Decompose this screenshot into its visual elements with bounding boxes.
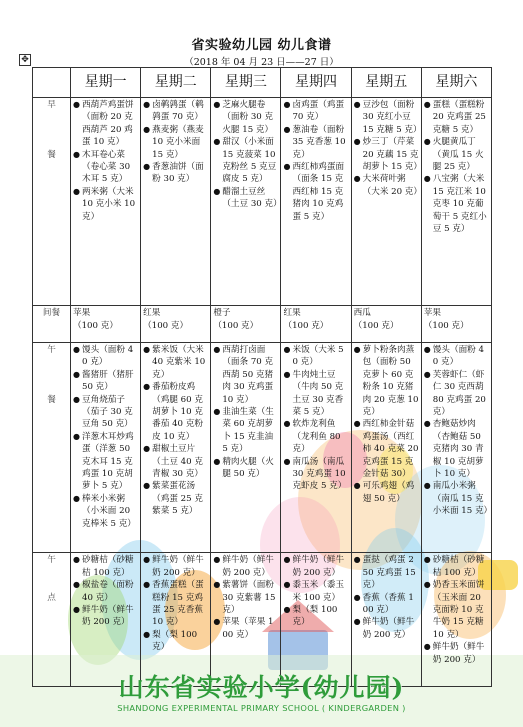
dish-list	[213, 99, 282, 211]
dish-list	[283, 554, 348, 628]
dish-item: ● 馒头（面粉 40 克）	[73, 344, 138, 369]
dish-item: ● 韭油生菜（生菜 60 克胡萝卜 15 克韭油 5 克）	[213, 406, 278, 456]
dish-item: ● 番茄粉皮鸡（鸡腿 60 克胡萝卜 10 克番茄 40 克粉皮 10 克）	[143, 381, 208, 443]
dish-item: ● 砂糖桔（砂糖桔 100 克）	[424, 554, 489, 579]
dish-list	[424, 554, 489, 666]
school-banner	[0, 668, 523, 713]
dish-list	[143, 554, 208, 653]
dish-item: ● 西红柿金针菇鸡蛋汤（西红柿 40 克菜 20 克鸡蛋 15 克金针菇 30）	[354, 418, 419, 480]
menu-cell	[421, 342, 491, 553]
dish-list	[73, 99, 138, 223]
dish-list	[73, 554, 138, 628]
school-name-en: SHANDONG EXPERIMENTAL PRIMARY SCHOOL ( KINDERGARDEN )	[117, 703, 406, 713]
dish-item: ● 卤鸡蛋（鸡蛋 70 克）	[283, 99, 348, 124]
snack-cell: 红果 （100 克）	[141, 306, 211, 342]
dish-item: ● 西红柿鸡蛋面（面条 15 克西红柿 15 克猪肉 10 克鸡蛋 5 克）	[283, 161, 348, 223]
day-header: 星期三	[211, 68, 281, 98]
dish-item: ● 梨（梨 100 克）	[283, 604, 348, 629]
dish-item: ● 蛋糕（蛋糕粉 20 克鸡蛋 25 克糖 5 克）	[424, 99, 489, 136]
dish-item: ● 芙蓉虾仁（虾仁 30 克西葫 80 克鸡蛋 20 克）	[424, 369, 489, 419]
menu-cell	[281, 98, 351, 306]
dish-item: ● 香蕉（香蕉 100 克）	[354, 592, 419, 617]
table-move-handle-icon[interactable]: ✥	[19, 54, 31, 66]
dish-item: ● 鲜牛奶（鲜牛奶 200 克）	[283, 554, 348, 579]
dish-item: ● 木耳卷心菜（卷心菜 30 木耳 5 克）	[73, 149, 138, 186]
dish-item: ● 豆角烧茄子（茄子 30 克豆角 50 克）	[73, 394, 138, 431]
dish-item: ● 南瓜小米粥（南瓜 15 克小米面 15 克）	[424, 480, 489, 517]
dish-item: ● 软炸龙利鱼（龙利鱼 80 克）	[283, 418, 348, 455]
weekday-header-row	[33, 68, 492, 98]
dish-item: ● 西葫芦鸡蛋饼（面粉 20 克西葫芦 20 鸡蛋 10 克）	[73, 99, 138, 149]
dish-item: ● 鲜牛奶（鲜牛奶 200 克）	[143, 554, 208, 579]
dish-list	[354, 554, 419, 641]
menu-cell	[71, 342, 141, 553]
meal-label: 早 餐	[33, 98, 71, 306]
dish-item: ● 可乐鸡翅（鸡翅 50 克）	[354, 480, 419, 505]
afternoon-snack-row	[33, 553, 492, 687]
dish-item: ● 蛋挞（鸡蛋 250 克鸡蛋 15 克）	[354, 554, 419, 591]
dish-item: ● 鲜牛奶（鲜牛奶 200 克）	[213, 554, 278, 579]
menu-cell	[71, 553, 141, 687]
menu-table	[32, 67, 492, 687]
dish-item: ● 椒盐卷（面粉 40 克）	[73, 579, 138, 604]
dish-item: ● 紫米饭（大米 40 克紫米 10 克）	[143, 344, 208, 381]
dish-item: ● 萝卜粉条肉蒸包（面粉 50 克萝卜 60 克粉条 10 克猪肉 20 克葱 10 克）	[354, 344, 419, 418]
dish-item: ● 酱猪肝（猪肝 50 克）	[73, 369, 138, 394]
snack-row	[33, 306, 492, 342]
menu-cell	[421, 553, 491, 687]
date-range: （2018 年 04 月 23 日——27 日）	[184, 57, 339, 68]
dish-item: ● 两米粥（大米 10 克小米 10 克）	[73, 186, 138, 223]
dish-item: ● 紫菜蛋花汤（鸡蛋 25 克紫菜 5 克）	[143, 480, 208, 517]
meal-label: 午 餐	[33, 342, 71, 553]
snack-cell: 橙子 （100 克）	[211, 306, 281, 342]
dish-list	[424, 344, 493, 518]
meal-label: 午 点	[33, 553, 71, 687]
dish-item: ● 鲜牛奶（鲜牛奶 200 克）	[73, 604, 138, 629]
dish-list	[143, 344, 208, 518]
dish-item: ● 紫薯饼（面粉 30 克紫薯 15 克）	[213, 579, 278, 616]
day-header: 星期二	[141, 68, 211, 98]
menu-cell	[71, 98, 141, 306]
dish-item: ● 黍玉米（黍玉米 100 克）	[283, 579, 348, 604]
dish-item: ● 鲜牛奶（鲜牛奶 200 克）	[424, 641, 489, 666]
dish-item: ● 八宝粥（大米 15 克江米 10 克枣 10 克葡萄干 5 克红小豆 5 克）	[424, 173, 489, 235]
dish-item: ● 炒三丁（芹菜 20 克藕 15 克胡萝卜 15 克）	[354, 136, 419, 173]
dish-list	[424, 99, 489, 235]
menu-cell	[211, 342, 281, 553]
dish-item: ● 香葱油饼（面粉 30 克）	[143, 161, 208, 186]
dish-list	[73, 344, 138, 530]
dish-item: ● 芝麻火腿卷（面粉 30 克火腿 15 克）	[213, 99, 278, 136]
menu-cell	[351, 98, 421, 306]
dish-item: ● 馒头（面粉 40 克）	[424, 344, 489, 369]
dish-list	[213, 554, 278, 641]
menu-cell	[351, 553, 421, 687]
dish-item: ● 卤鹌鹑蛋（鹌鹑蛋 70 克）	[143, 99, 208, 124]
page-title: 省实验幼儿园 幼儿食谱	[191, 38, 332, 53]
dish-list	[354, 99, 422, 198]
snack-cell: 西瓜 （100 克）	[351, 306, 421, 342]
school-name-cn: 山东省实验小学(幼儿园)	[118, 673, 405, 702]
dish-item: ● 鲜牛奶（鲜牛奶 200 克）	[354, 616, 419, 641]
day-header: 星期六	[421, 68, 491, 98]
dish-item: ● 南瓜汤（南瓜 30 克鸡蛋 10 克虾皮 5 克）	[283, 456, 348, 493]
day-header: 星期五	[351, 68, 421, 98]
snack-cell: 苹果 （100 克）	[71, 306, 141, 342]
dish-item: ● 梨（梨 100 克）	[143, 629, 208, 654]
menu-cell	[211, 553, 281, 687]
dish-item: ● 棒米小米粥（小米面 20 克棒米 5 克）	[73, 493, 138, 530]
menu-cell	[141, 342, 211, 553]
dish-list	[143, 99, 208, 186]
dish-item: ● 葱油卷（面粉 35 克香葱 10 克）	[283, 124, 348, 161]
menu-cell	[211, 98, 281, 306]
menu-cell	[281, 553, 351, 687]
dish-item: ● 大米荷叶粥（大米 20 克）	[354, 173, 419, 198]
dish-item: ● 砂糖桔（砂糖桔 100 克）	[73, 554, 138, 579]
dish-list	[283, 344, 348, 493]
snack-cell: 红果 （100 克）	[281, 306, 351, 342]
menu-cell	[421, 98, 491, 306]
dish-item: ● 醋溜土豆丝（土豆 30 克）	[213, 186, 278, 211]
dish-item: ● 香蕉蛋糕（蛋糕粉 15 克鸡蛋 25 克香蕉 10 克）	[143, 579, 208, 629]
dish-item: ● 豆沙包（面粉 30 克红小豆 15 克糖 5 克）	[354, 99, 419, 136]
day-header: 星期一	[71, 68, 141, 98]
dish-item: ● 精肉火腿（火腿 50 克）	[213, 456, 278, 481]
meal-label: 间餐	[33, 306, 71, 342]
breakfast-row	[33, 98, 492, 306]
dish-item: ● 燕麦粥（燕麦 10 克小米面 15 克）	[143, 124, 208, 161]
snack-cell: 苹果 （100 克）	[421, 306, 491, 342]
dish-item: ● 牛肉炖土豆（牛肉 50 克土豆 30 克香菜 5 克）	[283, 369, 348, 419]
dish-list	[283, 99, 348, 223]
dish-item: ● 苹果（苹果 100 克）	[213, 616, 278, 641]
dish-item: ● 洋葱木耳炒鸡蛋（洋葱 50 克木耳 15 克鸡蛋 10 克胡萝卜 5 克）	[73, 431, 138, 493]
dish-list	[354, 344, 419, 505]
dish-item: ● 甜汉（小米面 15 克菠菜 10 克粉丝 5 克豆腐皮 5 克）	[213, 136, 278, 186]
dish-item: ● 西葫打卤面（面条 70 克西葫 50 克猪肉 30 克鸡蛋 10 克）	[213, 344, 278, 406]
dish-item: ● 甜椒土豆片（土豆 40 克青椒 30 克）	[143, 443, 208, 480]
dish-item: ● 火腿黄瓜丁（黄瓜 15 火腿 25 克）	[424, 136, 489, 173]
dish-item: ● 米饭（大米 50 克）	[283, 344, 348, 369]
menu-cell	[141, 553, 211, 687]
menu-cell	[141, 98, 211, 306]
lunch-row	[33, 342, 492, 553]
dish-item: ● 杏鲍菇炒肉（杏鲍菇 50 克猪肉 30 青椒 10 克胡萝卜 10 克）	[424, 418, 489, 480]
dish-item: ● 奶香玉米面饼（玉米面 20 克面粉 10 克牛奶 15 克糖 10 克）	[424, 579, 489, 641]
day-header: 星期四	[281, 68, 351, 98]
menu-cell	[351, 342, 421, 553]
dish-list	[213, 344, 278, 480]
menu-cell	[281, 342, 351, 553]
corner-cell	[33, 68, 71, 98]
